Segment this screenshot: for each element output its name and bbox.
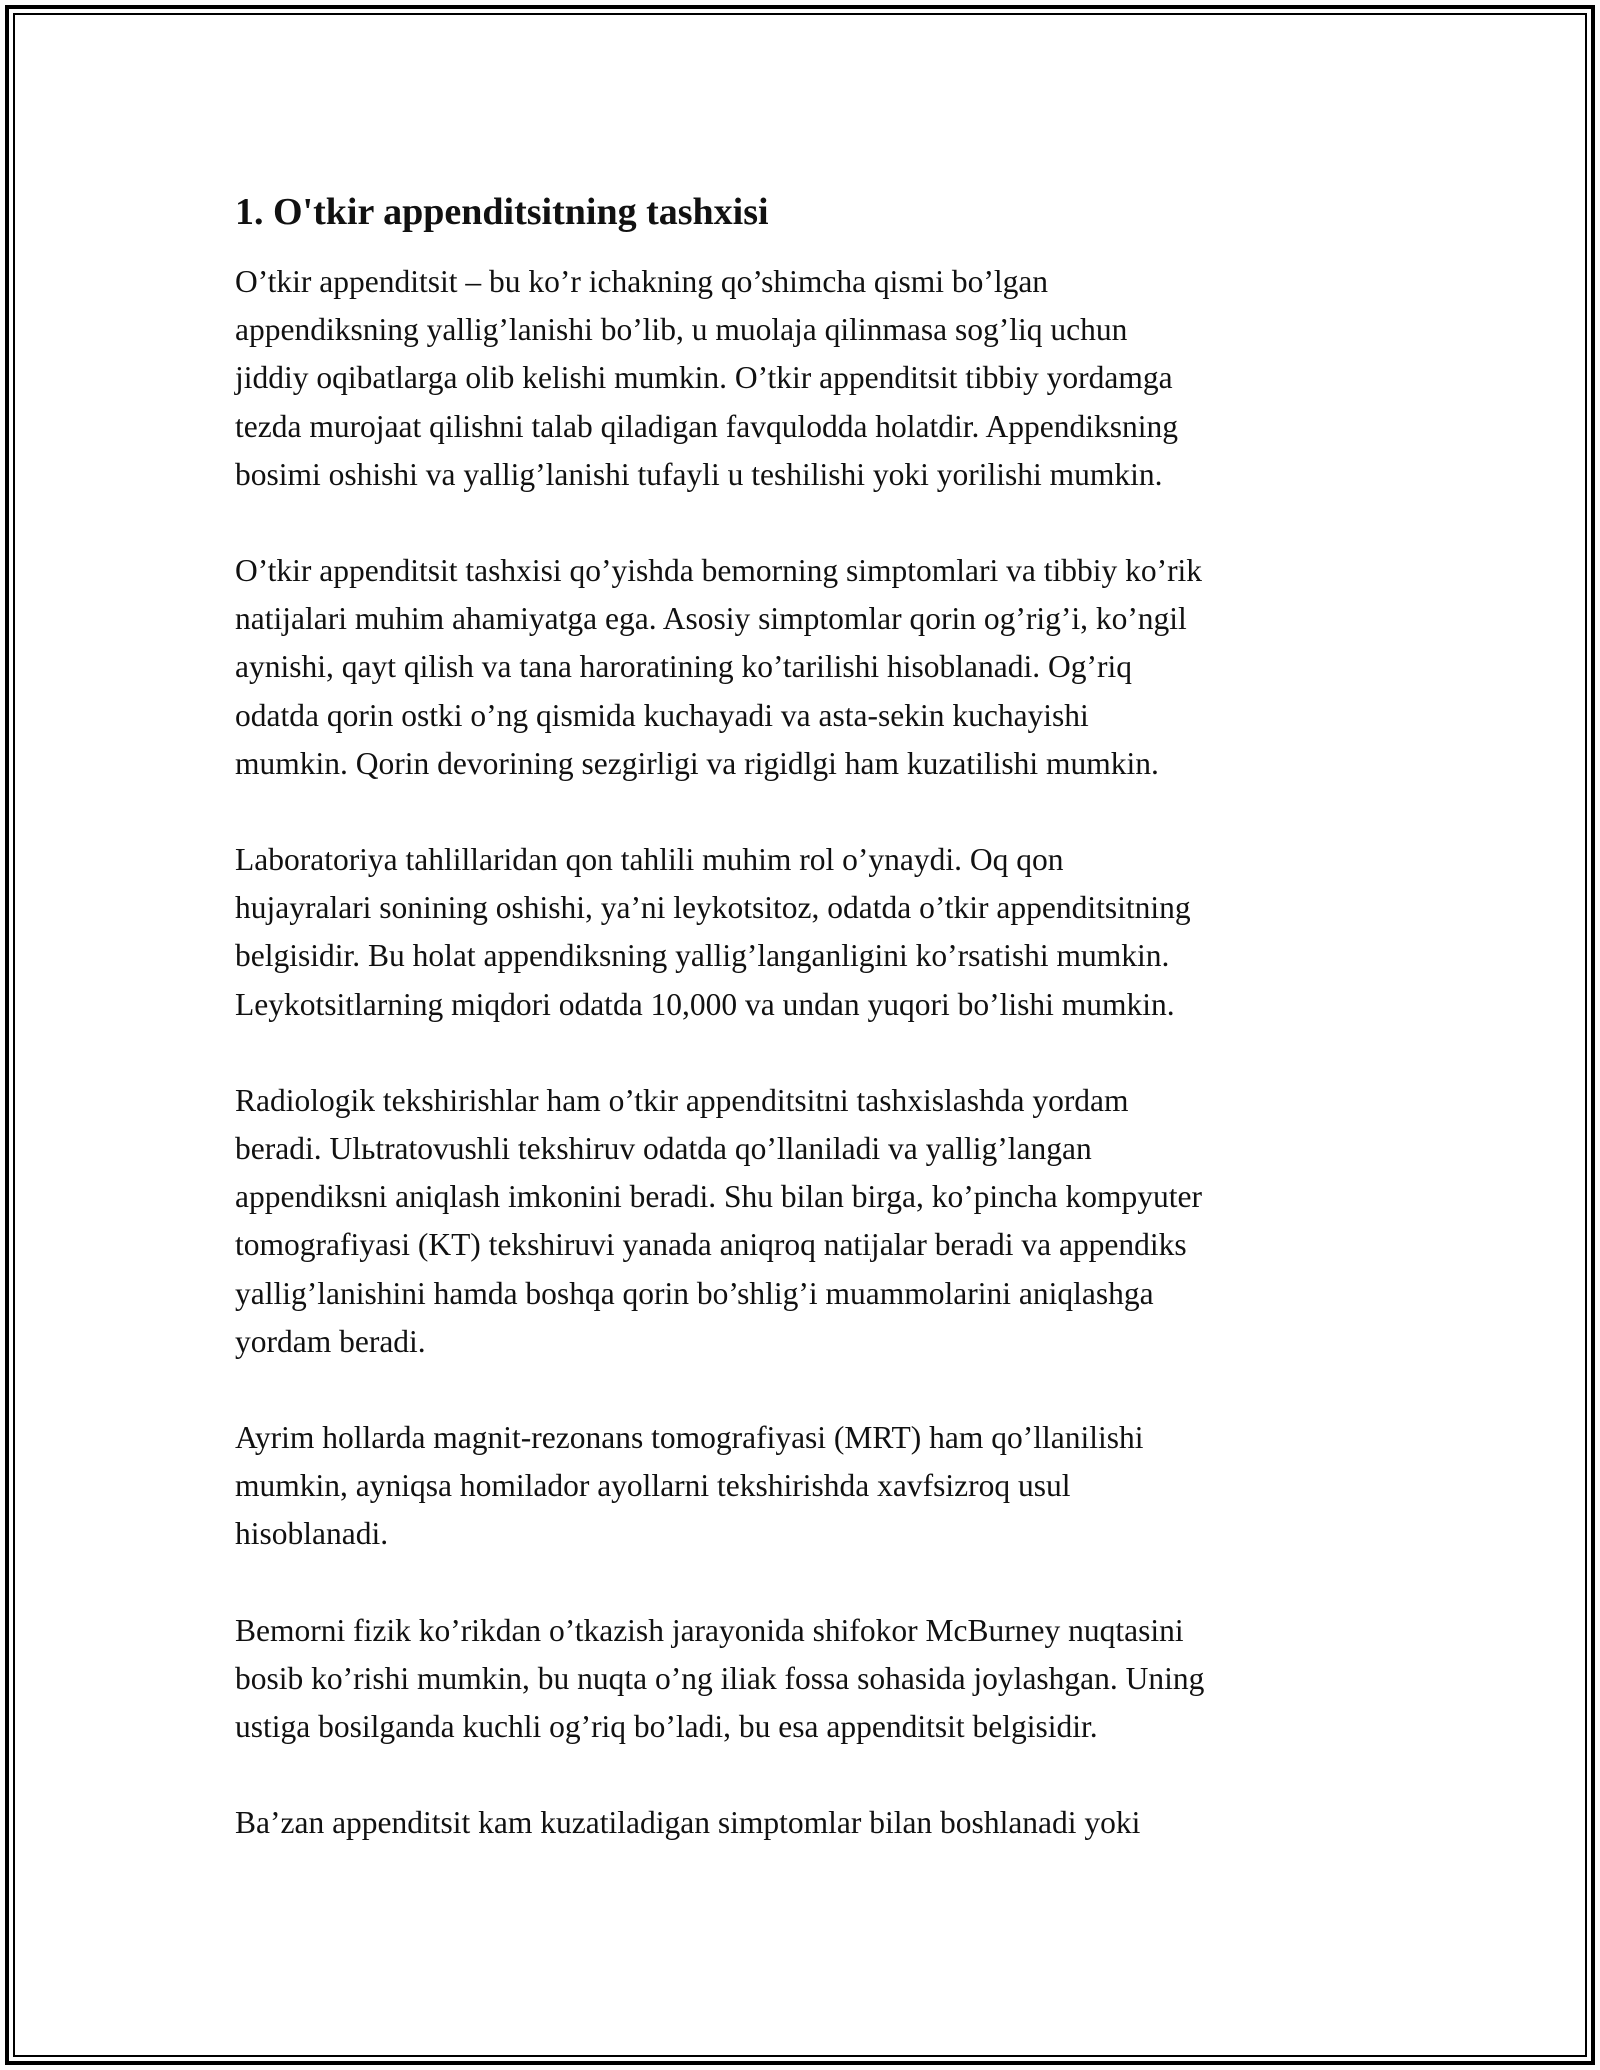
text-line: appendiksni aniqlash imkonini beradi. Shu bilan birga, ko’pincha kompyuter (235, 1179, 1202, 1215)
paragraph-laboratory (235, 836, 1385, 1029)
text-line: mumkin, ayniqsa homilador ayollarni tekshirishda xavfsizroq usul (235, 1468, 1071, 1504)
text-line: yordam beradi. (235, 1323, 426, 1359)
text-line: Laboratoriya tahlillaridan qon tahlili muhim rol o’ynaydi. Oq qon (235, 842, 1064, 878)
paragraph-definition (235, 258, 1385, 499)
text-line: Bemorni fizik ko’rikdan o’tkazish jarayonida shifokor McBurney nuqtasini (235, 1612, 1184, 1648)
text-line: bosib ko’rishi mumkin, bu nuqta o’ng iliak fossa sohasida joylashgan. Uning (235, 1660, 1205, 1696)
paragraph-mri (235, 1414, 1385, 1559)
text-line: hujayralari sonining oshishi, ya’ni leykotsitoz, odatda o’tkir appenditsitning (235, 890, 1191, 926)
text-line: tezda murojaat qilishni talab qiladigan favqulodda holatdir. Appendiksning (235, 408, 1179, 444)
text-line: beradi. Ulьtratovushli tekshiruv odatda qo’llaniladi va yallig’langan (235, 1131, 1092, 1167)
text-line: aynishi, qayt qilish va tana haroratining ko’tarilishi hisoblanadi. Og’riq (235, 649, 1132, 685)
text-line: Ba’zan appenditsit kam kuzatiladigan simptomlar bilan boshlanadi yoki (235, 1805, 1141, 1841)
section-heading: 1. O'tkir appenditsitning tashxisi (235, 191, 769, 233)
document-body (235, 188, 1385, 1895)
text-line: appendiksning yallig’lanishi bo’lib, u muolaja qilinmasa sog’liq uchun (235, 312, 1128, 348)
text-line: Leykotsitlarning miqdori odatda 10,000 va undan yuqori bo’lishi mumkin. (235, 986, 1175, 1022)
text-line: bosimi oshishi va yallig’lanishi tufayli u teshilishi yoki yorilishi mumkin. (235, 456, 1163, 492)
text-line: Radiologik tekshirishlar ham o’tkir appenditsitni tashxislashda yordam (235, 1082, 1129, 1118)
text-line: tomografiyasi (KT) tekshiruvi yanada aniqroq natijalar beradi va appendiks (235, 1227, 1187, 1263)
text-line: natijalari muhim ahamiyatga ega. Asosiy simptomlar qorin og’rig’i, ko’ngil (235, 601, 1187, 637)
paragraph-physical-exam (235, 1607, 1385, 1752)
paragraph-symptoms (235, 547, 1385, 788)
text-line: odatda qorin ostki o’ng qismida kuchayadi va asta-sekin kuchayishi (235, 697, 1089, 733)
text-line: ustiga bosilganda kuchli og’riq bo’ladi, bu esa appenditsit belgisidir. (235, 1709, 1098, 1745)
paragraph-radiology (235, 1077, 1385, 1366)
text-line: Ayrim hollarda magnit-rezonans tomografiyasi (MRT) ham qo’llanilishi (235, 1420, 1144, 1456)
text-line: yallig’lanishini hamda boshqa qorin bo’shlig’i muammolarini aniqlashga (235, 1275, 1154, 1311)
text-line: belgisidir. Bu holat appendiksning yallig’langanligini ko’rsatishi mumkin. (235, 938, 1170, 974)
paragraph-atypical (235, 1799, 1385, 1847)
text-line: mumkin. Qorin devorining sezgirligi va rigidlgi ham kuzatilishi mumkin. (235, 745, 1159, 781)
text-line: hisoblanadi. (235, 1516, 389, 1552)
text-line: O’tkir appenditsit – bu ko’r ichakning qo’shimcha qismi bo’lgan (235, 264, 1049, 299)
text-line: O’tkir appenditsit tashxisi qo’yishda bemorning simptomlari va tibbiy ko’rik (235, 553, 1203, 589)
text-line: jiddiy oqibatlarga olib kelishi mumkin. O’tkir appenditsit tibbiy yordamga (235, 360, 1173, 396)
